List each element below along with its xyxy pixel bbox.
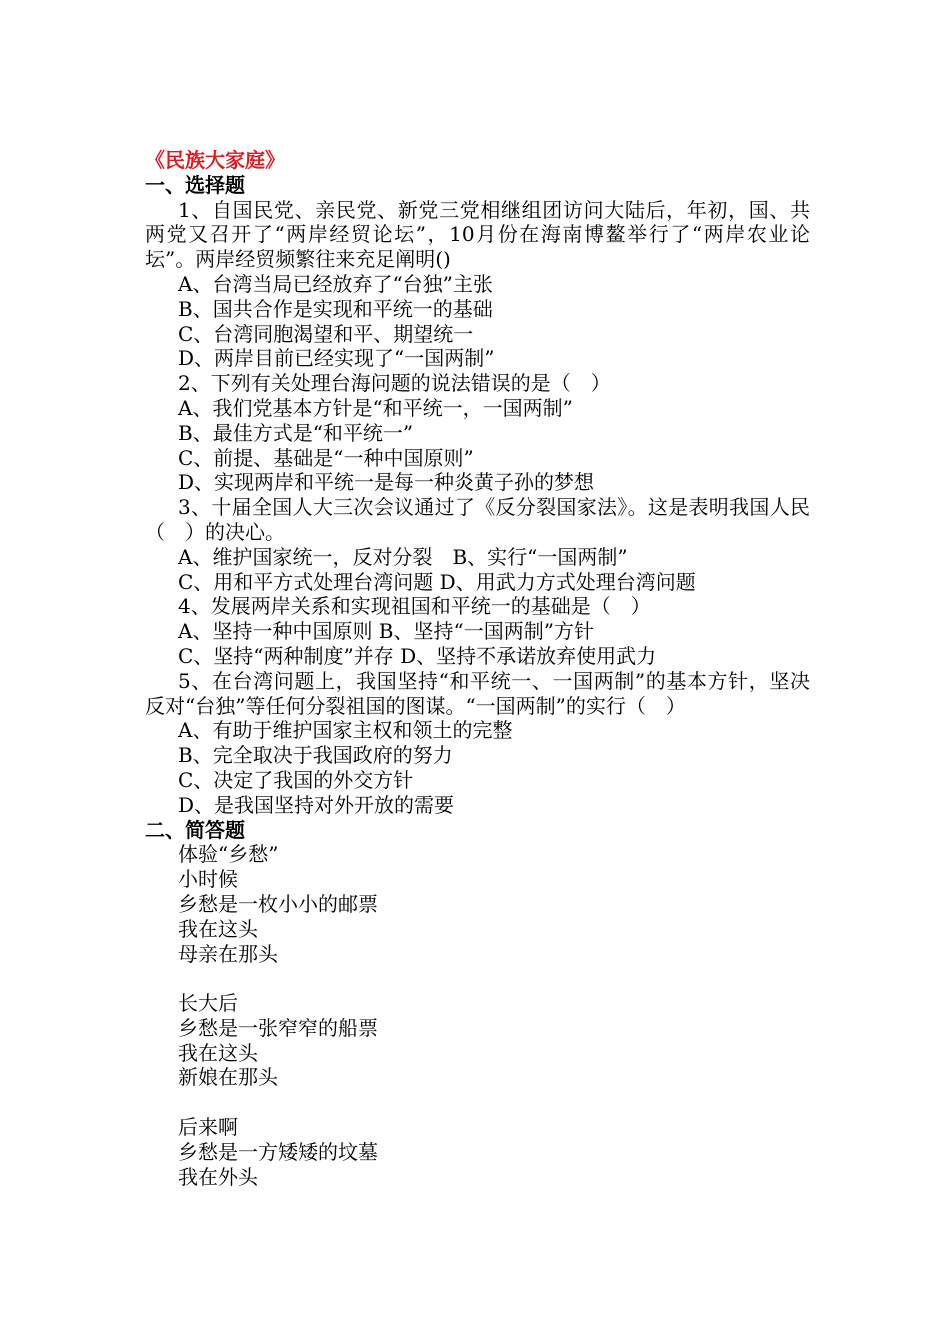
poem-line: 小时候 <box>178 867 238 892</box>
poem-line: 乡愁是一张窄窄的船票 <box>178 1015 378 1040</box>
question-5-stem: 5、在台湾问题上，我国坚持“和平统一、一国两制”的基本方针，坚决反对“台独”等任何分裂祖国的图谋。“一国两制”的实行（ ） <box>145 668 810 718</box>
question-1-option-c: C、台湾同胞渴望和平、期望统一 <box>178 321 474 346</box>
poem-line: 后来啊 <box>178 1115 238 1140</box>
question-3-stem: 3、十届全国人大三次会议通过了《反分裂国家法》。这是表明我国人民（ ）的决心。 <box>145 495 810 544</box>
question-2-stem: 2、下列有关处理台海问题的说法错误的是（ ） <box>178 371 611 396</box>
poem-line: 我在外头 <box>178 1164 258 1189</box>
document-page <box>145 148 810 1189</box>
question-4-stem: 4、发展两岸关系和实现祖国和平统一的基础是（ ） <box>178 594 651 619</box>
question-2-option-d: D、实现两岸和平统一是每一种炎黄子孙的梦想 <box>178 470 595 495</box>
section-heading-short-answer: 二、简答题 <box>145 817 245 842</box>
question-5-option-a: A、有助于维护国家主权和领土的完整 <box>178 718 513 743</box>
question-3-options-ab: A、维护国家统一，反对分裂 B、实行“一国两制” <box>178 544 628 569</box>
section-heading-choice: 一、选择题 <box>145 172 245 197</box>
question-2-option-a: A、我们党基本方针是“和平统一，一国两制” <box>178 395 573 420</box>
poem-line: 我在这头 <box>178 1040 258 1065</box>
document-title: 《民族大家庭》 <box>145 148 285 172</box>
poem-line: 新娘在那头 <box>178 1065 278 1090</box>
question-4-options-ab: A、坚持一种中国原则 B、坚持“一国两制”方针 <box>178 619 594 644</box>
poem-line: 乡愁是一方矮矮的坟墓 <box>178 1139 378 1164</box>
question-1-option-b: B、国共合作是实现和平统一的基础 <box>178 296 493 321</box>
question-5-option-b: B、完全取决于我国政府的努力 <box>178 743 453 768</box>
stanza-spacer <box>145 1090 810 1115</box>
question-1-stem: 1、自国民党、亲民党、新党三党相继组团访问大陆后，年初，国、共两党又召开了“两岸经贸论坛”，10月份在海南博鳌举行了“两岸农业论坛”。两岸经贸频繁往来充足阐明() <box>145 197 810 272</box>
poem-line: 母亲在那头 <box>178 941 278 966</box>
question-1-option-a: A、台湾当局已经放弃了“台独”主张 <box>178 271 493 296</box>
question-3-options-cd: C、用和平方式处理台湾问题 D、用武力方式处理台湾问题 <box>178 569 696 594</box>
question-5-option-c: C、决定了我国的外交方针 <box>178 767 414 792</box>
poem-title: 体验“乡愁” <box>178 842 279 867</box>
poem-line: 我在这头 <box>178 916 258 941</box>
question-2-option-b: B、最佳方式是“和平统一” <box>178 420 414 445</box>
poem-line: 乡愁是一枚小小的邮票 <box>178 891 378 916</box>
question-1-option-d: D、两岸目前已经实现了“一国两制” <box>178 346 495 371</box>
question-5-option-d: D、是我国坚持对外开放的需要 <box>178 792 455 817</box>
question-2-option-c: C、前提、基础是“一种中国原则” <box>178 445 474 470</box>
stanza-spacer <box>145 966 810 991</box>
poem-line: 长大后 <box>178 991 238 1016</box>
question-4-options-cd: C、坚持“两种制度”并存 D、坚持不承诺放弃使用武力 <box>178 643 657 668</box>
